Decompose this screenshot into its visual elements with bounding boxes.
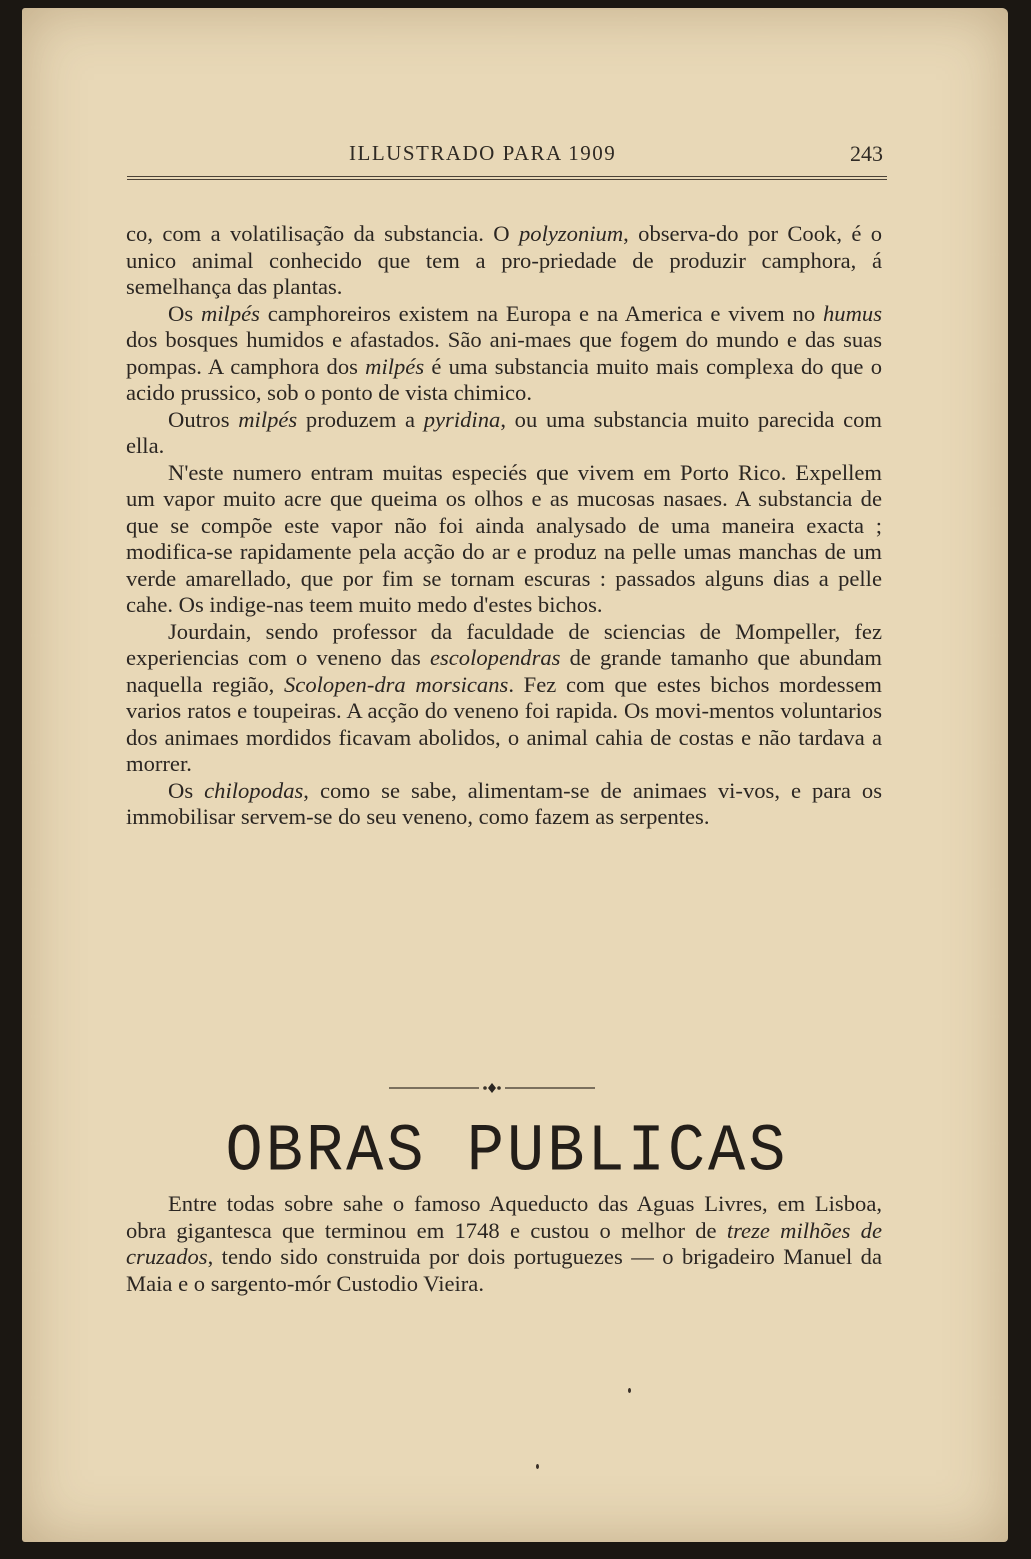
italic-term-pyridina: pyridina <box>423 406 501 432</box>
text-run: Jourdain, sendo professor da faculdade de sciencias de Mompeller, fez experiencias com o veneno das <box>126 618 882 670</box>
italic-term-polyzonium: polyzonium <box>518 221 624 246</box>
section-paragraph-1 <box>126 1191 882 1297</box>
text-run: , ou uma substancia muito parecida com ella. <box>126 406 882 458</box>
header-double-rule <box>127 176 887 180</box>
italic-term-milpes: milpés <box>365 353 425 379</box>
book-page <box>22 8 1008 1542</box>
text-run: co, com a volatilisação da substancia. O <box>126 221 519 246</box>
italic-term-milpes: milpés <box>238 406 298 432</box>
running-head <box>127 135 887 179</box>
italic-term-humus: humus <box>823 300 882 326</box>
italic-term-milpes: milpés <box>200 300 260 326</box>
article-paragraph-1 <box>126 221 882 301</box>
running-title: ILLUSTRADO PARA 1909 <box>349 141 617 165</box>
italic-term-scolopendra-morsicans: Scolopen-dra morsicans <box>284 671 509 697</box>
article-paragraph-2 <box>126 301 882 407</box>
section-body <box>126 1191 882 1297</box>
text-run: , como se sabe, alimentam-se de animaes vi-vos, e para os immobilisar servem-se do seu veneno, como fazem as serpentes. <box>126 777 882 829</box>
text-run: produzem a <box>297 406 424 432</box>
article-paragraph-6 <box>126 778 882 831</box>
ink-speck <box>536 1464 539 1469</box>
text-run: . Fez com que estes bichos mordessem varios ratos e toupeiras. A acção do veneno foi rapida. Os movi-mentos voluntarios dos animaes mordidos ficavam abolidos, o animal cahia de costas e não tardava a morrer. <box>126 671 882 776</box>
text-run: Outros <box>168 406 239 432</box>
text-run: de grande tamanho que abundam naquella região, <box>126 645 883 697</box>
page-number: 243 <box>850 141 883 166</box>
article-body <box>126 221 882 831</box>
text-run: , tendo sido construida por dois portuguezes — o brigadeiro Manuel da Maia e o sargento-mór Custodio Vieira. <box>126 1244 882 1296</box>
text-run: dos bosques humidos e afastados. São ani-maes que fogem do mundo e das suas pompas. A camphora dos <box>126 327 882 379</box>
text-run: camphoreiros existem na Europa e na America e vivem no <box>259 300 823 326</box>
ink-speck <box>628 1388 631 1393</box>
text-run: é uma substancia muito mais complexa do que o acido prussico, sob o ponto de vista chimico. <box>126 353 882 405</box>
section-heading: OBRAS PUBLICAS <box>225 1113 789 1190</box>
italic-term-escolopendras: escolopendras <box>429 645 561 670</box>
article-paragraph-4: N'este numero entram muitas especiés que vivem em Porto Rico. Expellem um vapor muito acre que queima os olhos e as mucosas nasaes. A substancia de que se compõe este vapor não foi ainda analysado de uma maneira exacta ; modifica-se rapidamente pela acção do ar e produz na pelle umas manchas de um verde amarellado, que por fim se tornam escuras : passados alguns dias a pelle cahe. Os indige-nas teem muito medo d'estes bichos. <box>126 459 882 617</box>
ornamental-divider <box>387 1080 597 1096</box>
article-paragraph-3 <box>126 407 882 460</box>
text-run: Os <box>168 300 201 326</box>
text-run: Entre todas sobre sahe o famoso Aqueducto das Aguas Livres, em Lisboa, obra gigantesca que terminou em 1748 e custou o melhor de <box>126 1191 882 1243</box>
italic-term-chilopodas: chilopodas <box>204 777 304 803</box>
article-paragraph-5 <box>126 619 882 778</box>
italic-term-treze-milhoes: treze milhões de cruzados <box>126 1217 882 1269</box>
text-run: Os <box>168 777 205 803</box>
text-run: , observa-do por Cook, é o unico animal conhecido que tem a pro-priedade de produzir camphora, á semelhança das plantas. <box>126 221 883 299</box>
